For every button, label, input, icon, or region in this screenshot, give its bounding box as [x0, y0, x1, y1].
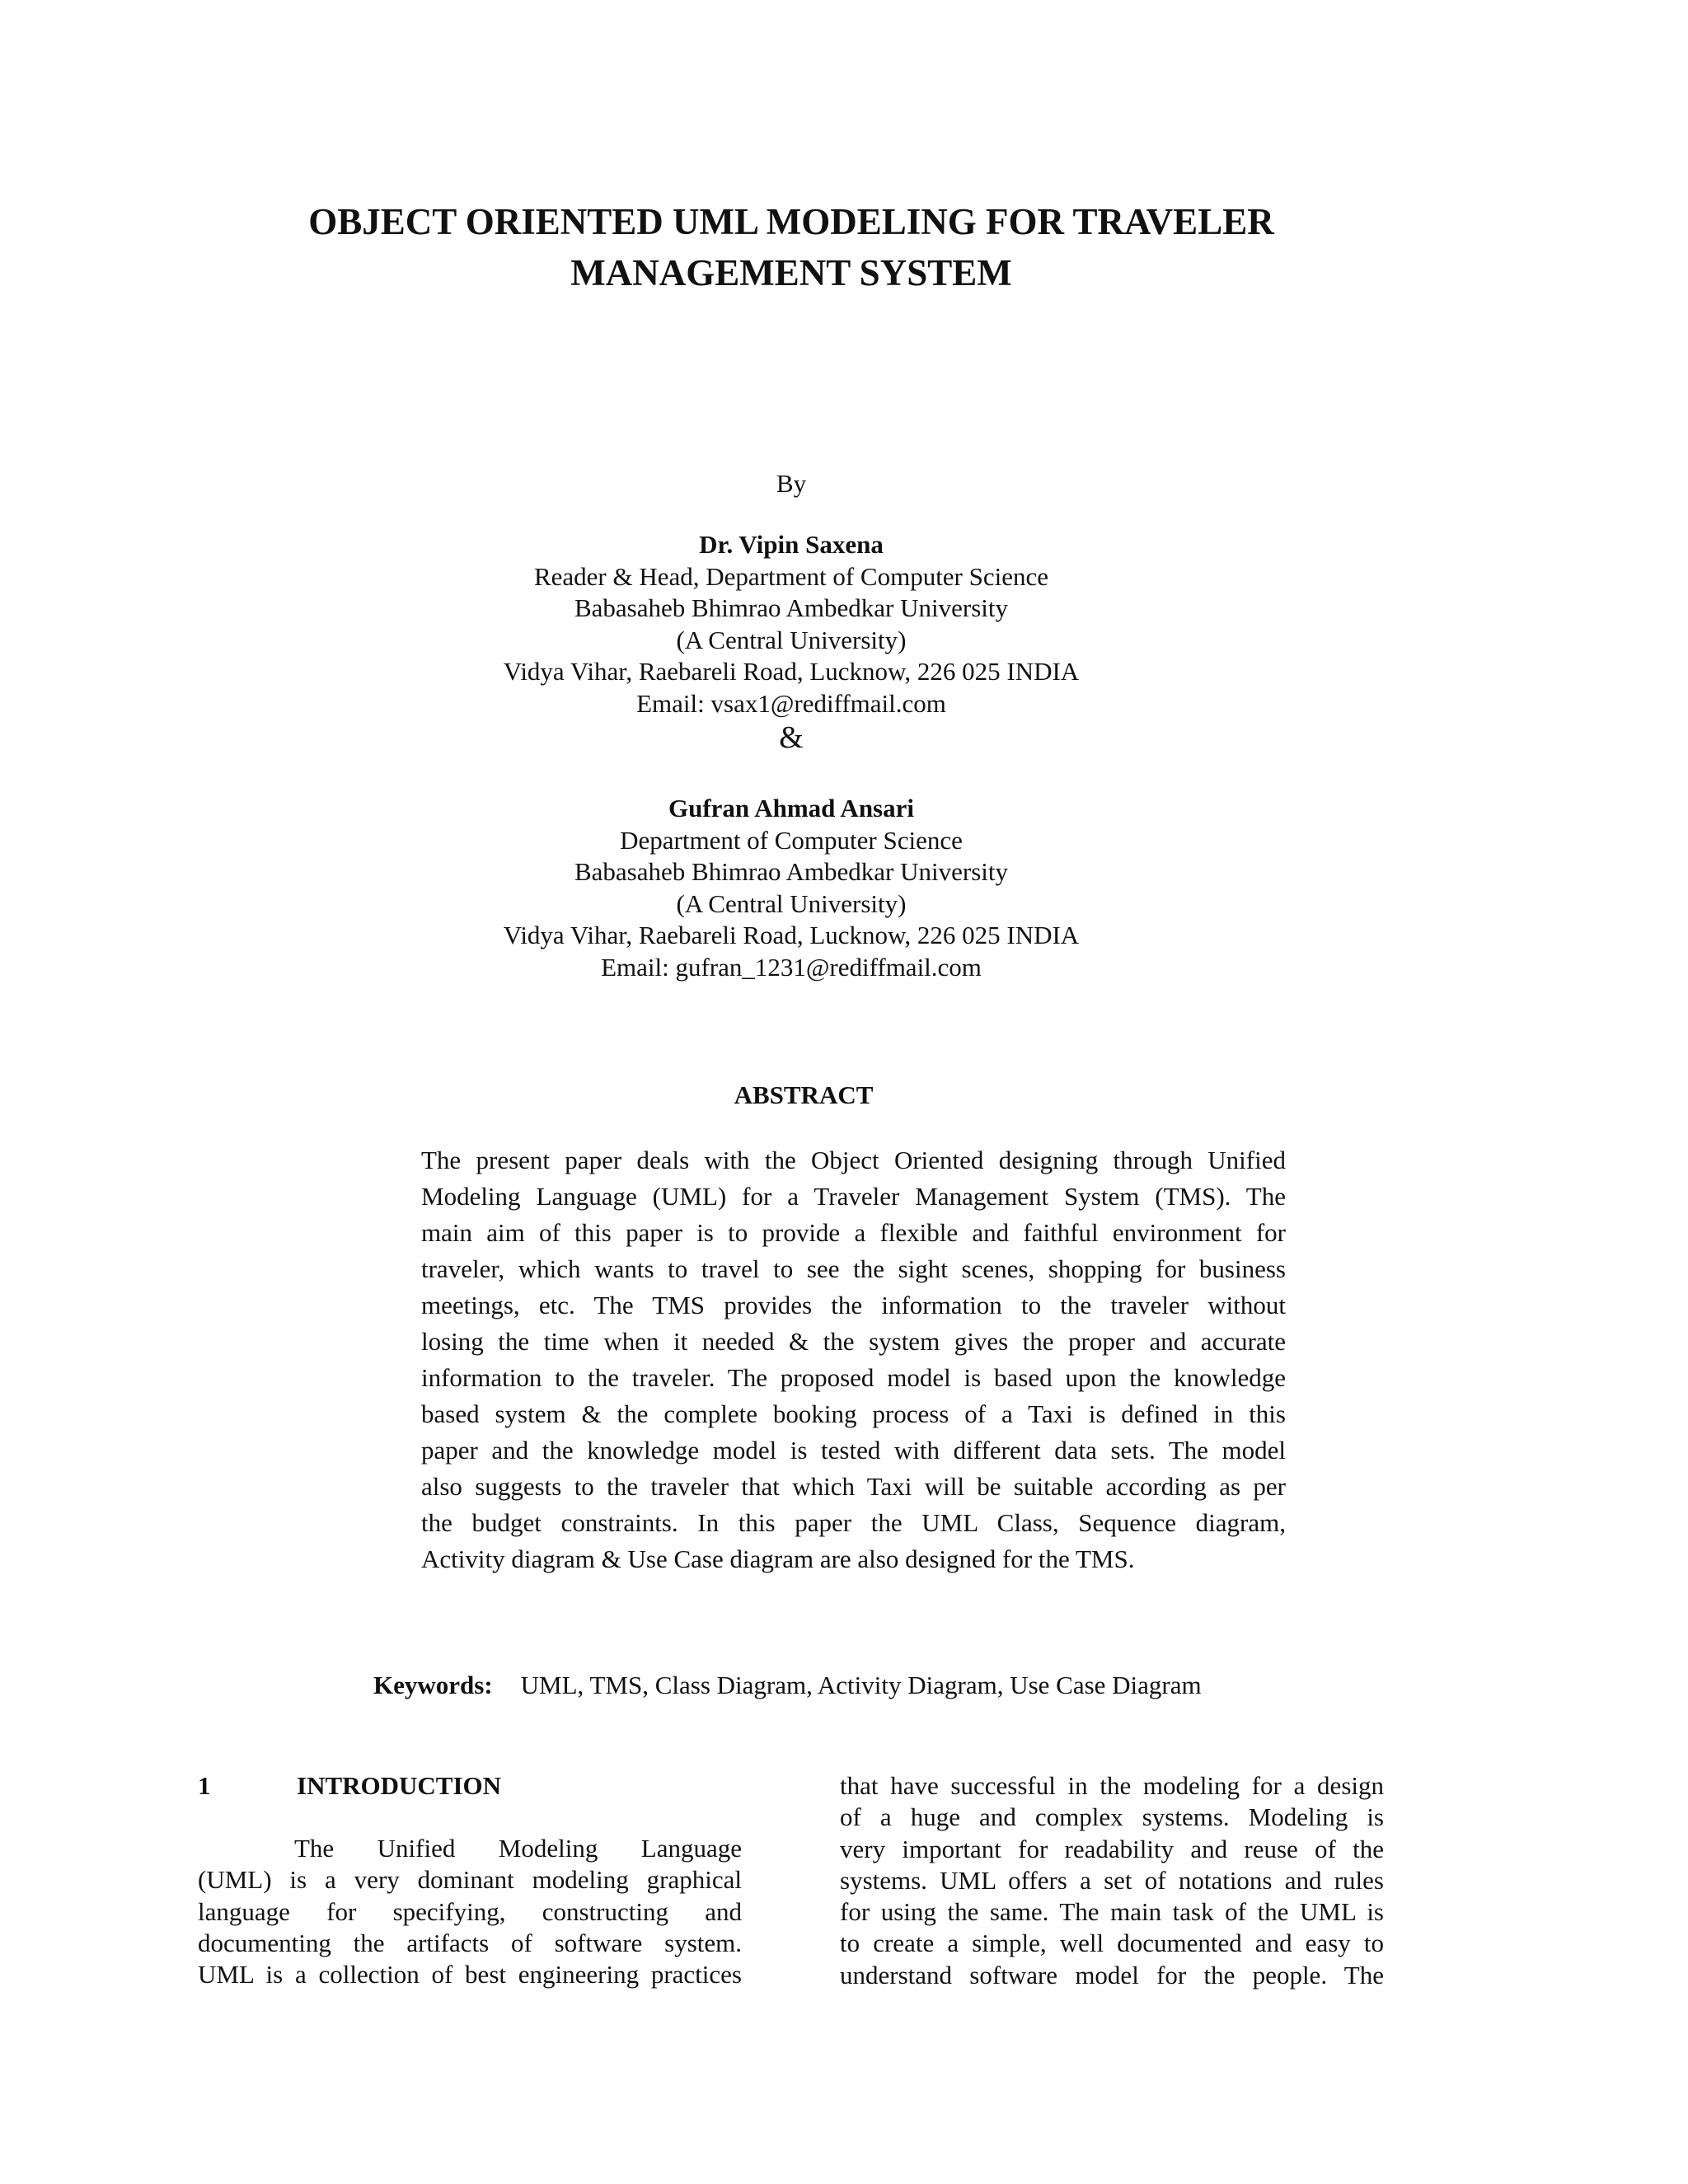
abstract-line: The present paper deals with the Object Oriented designing through Unified	[421, 1146, 1286, 1174]
section-number: 1	[198, 1771, 211, 1800]
author-affiliation: (A Central University)	[676, 888, 907, 918]
intro-line: documenting the artifacts of software system.	[198, 1928, 742, 1957]
intro-line: UML is a collection of best engineering practices	[198, 1960, 742, 1990]
intro-line: language for specifying, constructing and	[198, 1896, 742, 1926]
intro-line: The Unified Modeling Language	[294, 1834, 742, 1863]
author-email: Email: vsax1@rediffmail.com	[636, 688, 946, 718]
intro-line: very important for readability and reuse of the	[840, 1834, 1384, 1863]
abstract-line: meetings, etc. The TMS provides the information to the traveler without	[421, 1291, 1286, 1319]
abstract-body	[421, 1142, 1286, 1577]
abstract-line: information to the traveler. The proposed model is based upon the knowledge	[421, 1363, 1286, 1392]
author-block-2	[0, 793, 1582, 983]
abstract-line: Activity diagram & Use Case diagram are also designed for the TMS.	[421, 1544, 1135, 1573]
section-heading	[198, 1770, 501, 1802]
section-title: INTRODUCTION	[297, 1771, 502, 1800]
author-affiliation: Department of Computer Science	[620, 825, 963, 855]
intro-line: that have successful in the modeling for a design	[840, 1771, 1384, 1800]
abstract-line: Modeling Language (UML) for a Traveler Management System (TMS). The	[421, 1182, 1286, 1211]
abstract-line: paper and the knowledge model is tested with different data sets. The model	[421, 1436, 1286, 1465]
paper-title	[0, 196, 1582, 298]
author-name: Dr. Vipin Saxena	[699, 530, 884, 559]
intro-column-right	[840, 1770, 1384, 1991]
title-line: OBJECT ORIENTED UML MODELING FOR TRAVELER	[308, 201, 1274, 242]
author-affiliation: Reader & Head, Department of Computer Science	[533, 561, 1049, 591]
intro-line: for using the same. The main task of the UML is	[840, 1897, 1384, 1927]
author-block-1	[0, 529, 1582, 719]
author-affiliation: (A Central University)	[676, 625, 907, 654]
intro-line: systems. UML offers a set of notations and rules	[840, 1865, 1384, 1895]
abstract-line: traveler, which wants to travel to see the sight scenes, shopping for business	[421, 1254, 1286, 1283]
author-affiliation: Babasaheb Bhimrao Ambedkar University	[574, 593, 1009, 622]
intro-line: of a huge and complex systems. Modeling is	[840, 1802, 1384, 1832]
abstract-line: the budget constraints. In this paper the UML Class, Sequence diagram,	[421, 1508, 1286, 1537]
author-separator: &	[779, 720, 804, 755]
title-line: MANAGEMENT SYSTEM	[570, 252, 1012, 293]
intro-line: to create a simple, well documented and easy to	[840, 1929, 1384, 1958]
author-email: Email: gufran_1231@rediffmail.com	[601, 952, 982, 982]
keywords-label: Keywords:	[373, 1671, 493, 1699]
abstract-heading: ABSTRACT	[734, 1080, 874, 1109]
abstract-line: losing the time when it needed & the system gives the proper and accurate	[421, 1327, 1286, 1356]
intro-line: understand software model for the people. The	[840, 1960, 1384, 1990]
author-address: Vidya Vihar, Raebareli Road, Lucknow, 226 025 INDIA	[503, 921, 1080, 949]
intro-column-left	[198, 1833, 742, 1990]
abstract-line: based system & the complete booking process of a Taxi is defined in this	[421, 1399, 1286, 1428]
keywords	[373, 1670, 1202, 1701]
intro-line: (UML) is a very dominant modeling graphical	[198, 1865, 742, 1895]
abstract-line: also suggests to the traveler that which Taxi will be suitable according as per	[421, 1472, 1286, 1501]
author-affiliation: Babasaheb Bhimrao Ambedkar University	[574, 857, 1009, 886]
author-name: Gufran Ahmad Ansari	[668, 794, 914, 823]
keywords-text: UML, TMS, Class Diagram, Activity Diagram, Use Case Diagram	[520, 1671, 1202, 1699]
author-address: Vidya Vihar, Raebareli Road, Lucknow, 226 025 INDIA	[503, 657, 1080, 686]
by-line: By	[776, 469, 807, 498]
abstract-line: main aim of this paper is to provide a flexible and faithful environment for	[421, 1218, 1286, 1247]
